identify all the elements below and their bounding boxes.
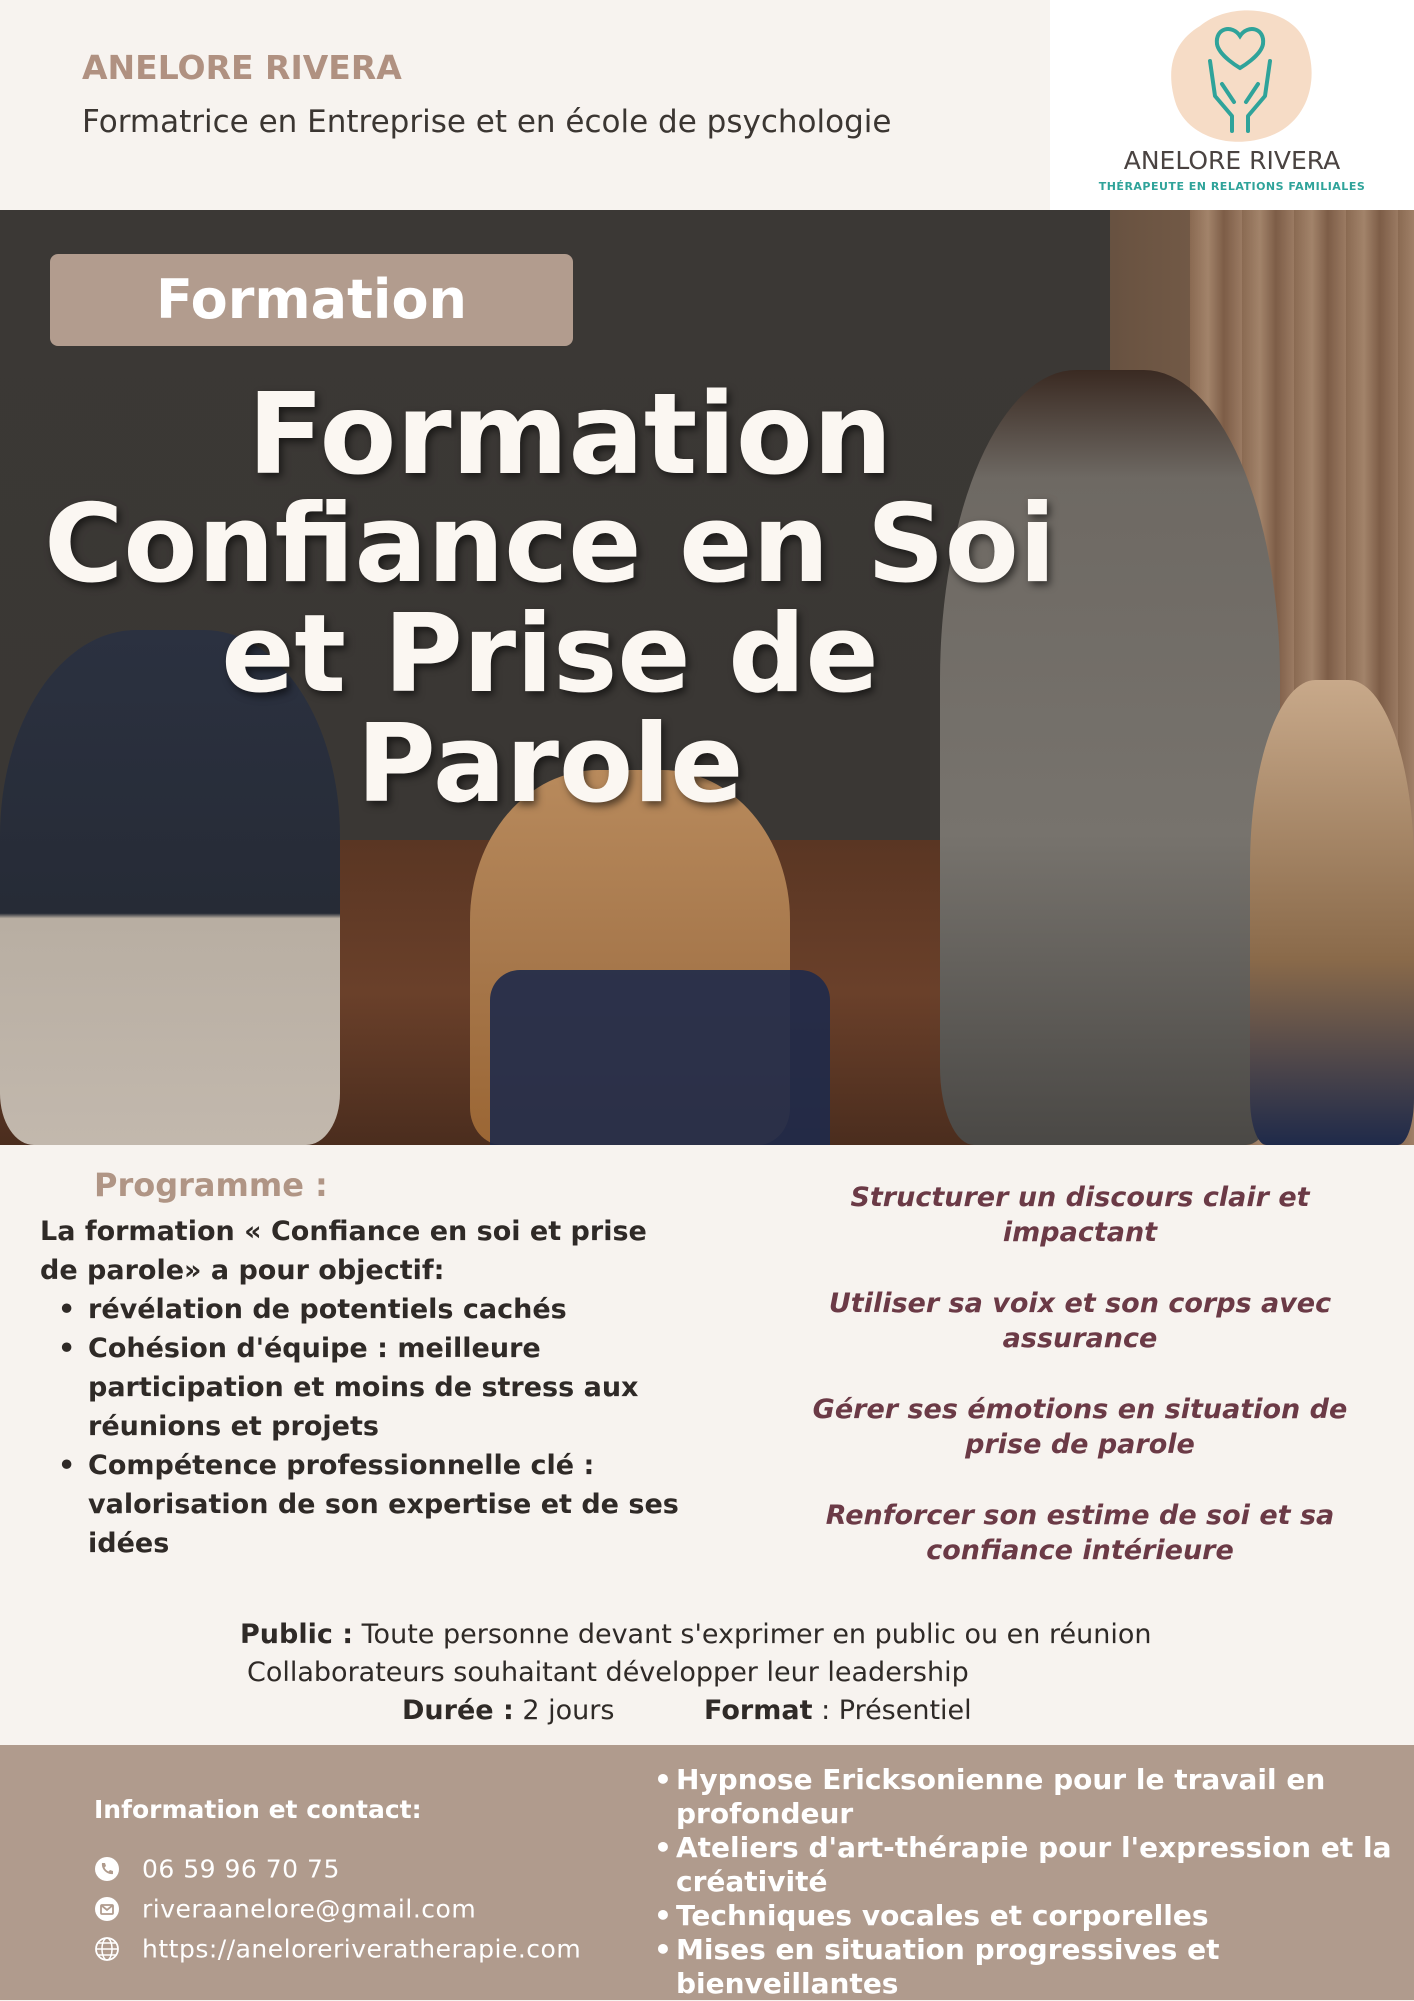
format-value: : Présentiel — [821, 1695, 972, 1726]
email-icon — [94, 1896, 120, 1922]
phone-number: 06 59 96 70 75 — [142, 1854, 340, 1884]
formation-badge — [50, 254, 573, 346]
formation-badge-label: Formation — [155, 268, 467, 331]
objective-item: Gérer ses émotions en situation de prise de parole — [812, 1394, 1348, 1460]
list-item: • Techniques vocales et corporelles — [676, 1899, 1414, 1933]
programme-intro: La formation « Confiance en soi et prise de parole» a pour objectif: — [40, 1216, 647, 1286]
seated-person-right — [1250, 680, 1414, 1145]
list-item: • Mises en situation progressives et bienveillantes — [676, 1933, 1414, 2001]
phone-icon — [94, 1856, 120, 1882]
trainer-name: ANELORE RIVERA — [82, 48, 402, 87]
programme-title: Programme : — [94, 1166, 328, 1204]
list-item: • Hypnose Ericksonienne pour le travail en profondeur — [676, 1763, 1414, 1831]
format-label: Format — [704, 1695, 813, 1726]
list-item: • Compétence professionnelle clé : valorisation de son expertise et de ses idées — [88, 1446, 728, 1563]
list-item: • révélation de potentiels cachés — [88, 1290, 728, 1329]
public-line-2: Collaborateurs souhaitant développer leur leadership — [247, 1657, 969, 1688]
logo — [1050, 0, 1414, 210]
email-address: riveraanelore@gmail.com — [142, 1894, 477, 1924]
trainer-role: Formatrice en Entreprise et en école de psychologie — [82, 104, 892, 140]
list-item: • Ateliers d'art-thérapie pour l'expression et la créativité — [676, 1831, 1414, 1899]
heart-hands-icon — [1160, 6, 1320, 146]
public-line — [240, 1616, 1151, 1654]
contact-website[interactable] — [94, 1933, 581, 1964]
methods-list — [650, 1763, 1414, 2001]
format — [704, 1692, 972, 1730]
contact-phone[interactable] — [94, 1853, 340, 1884]
hero-photo — [0, 210, 1414, 1145]
objectives-column — [790, 1180, 1370, 1604]
duration-value: 2 jours — [522, 1695, 615, 1726]
contact-email[interactable] — [94, 1893, 476, 1924]
public-label: Public : — [240, 1619, 354, 1650]
page-title — [30, 370, 1070, 827]
logo-subtitle: THÉRAPEUTE EN RELATIONS FAMILIALES — [1098, 180, 1366, 193]
programme-list — [40, 1290, 728, 1563]
website-url: https://aneloreriveratherapie.com — [142, 1934, 582, 1964]
footer — [0, 1745, 1414, 2000]
title-line-3: et Prise de Parole — [221, 592, 879, 827]
title-line-1: Formation — [247, 370, 893, 500]
objective-item: Renforcer son estime de soi et sa confiance intérieure — [825, 1500, 1335, 1566]
list-item: • Cohésion d'équipe : meilleure participation et moins de stress aux réunions et projets — [88, 1329, 728, 1446]
logo-name: ANELORE RIVERA — [1123, 146, 1341, 175]
contact-title: Information et contact: — [94, 1795, 422, 1824]
public-value: Toute personne devant s'exprimer en public ou en réunion — [361, 1619, 1152, 1650]
objective-item: Structurer un discours clair et impactant — [850, 1182, 1310, 1248]
title-line-2: Confiance en Soi — [44, 482, 1056, 607]
objective-item: Utiliser sa voix et son corps avec assurance — [828, 1288, 1332, 1354]
chair-center — [490, 970, 830, 1145]
header — [0, 0, 1414, 210]
globe-icon — [94, 1936, 120, 1962]
duration — [402, 1692, 614, 1730]
duration-label: Durée : — [402, 1695, 514, 1726]
